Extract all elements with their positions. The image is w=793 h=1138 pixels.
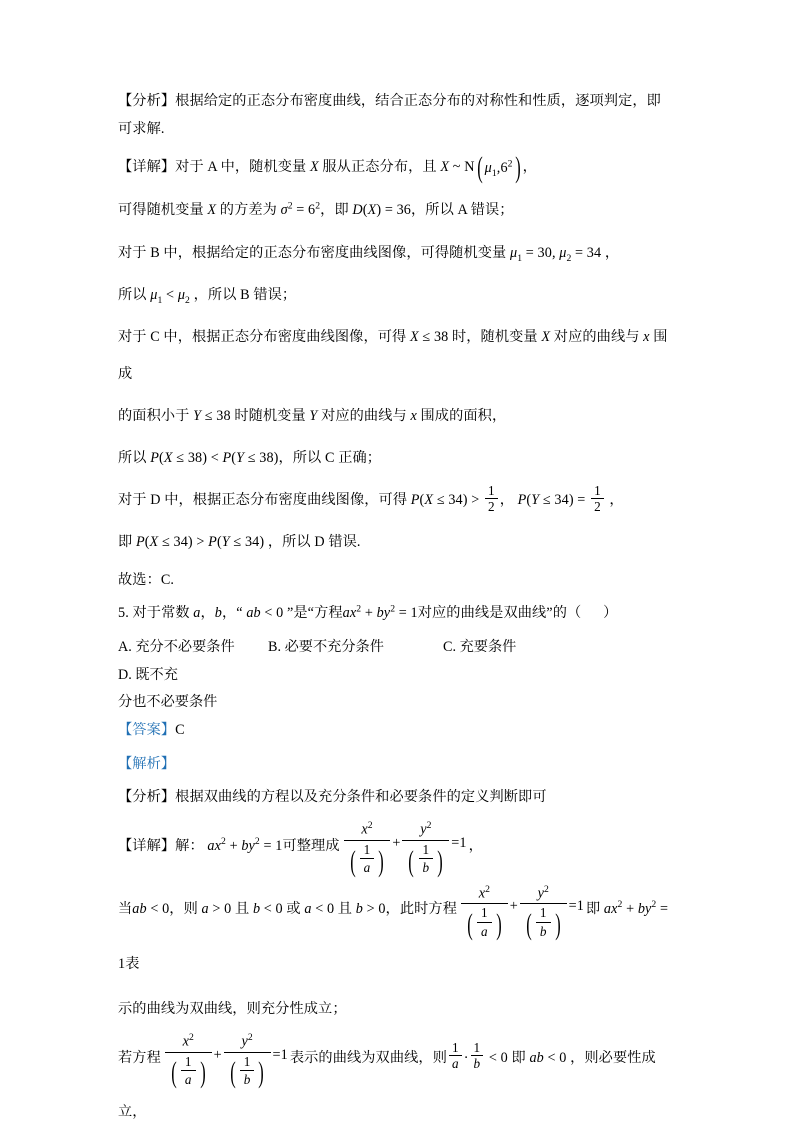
choice-b-tag: B.: [268, 639, 282, 655]
detail2-label: 【详解】: [118, 838, 176, 855]
paragraph-detail-1-line8: 对于 D 中，根据正态分布密度曲线图像，可得 P(X ≤ 34) > $\frac{1}{2}$ ， P(Y ≤ 34) = $\frac{1}{2}$ ，: [118, 482, 624, 515]
choice-d-wrap: 分也不必要条件: [118, 694, 218, 711]
choice-d[interactable]: [118, 662, 238, 690]
paragraph-answer-pick-1: [118, 567, 675, 595]
paragraph-detail-1-line9: 即 P(X ≤ 34) > P(Y ≤ 34) ，所以 D 错误.: [118, 534, 361, 551]
choice-c-text: 充要条件: [459, 639, 517, 655]
choice-d-text: 既不充: [135, 666, 178, 683]
answer-pick-text: 故选：C.: [118, 571, 175, 588]
paragraph-analysis-1: [118, 88, 675, 143]
conic-equation-2: $x^2$ ( $\frac{1}{a}$ ) + $y^2$ ( $\frac{1}{b}$ ) =1: [459, 881, 584, 938]
choice-row-2: [118, 689, 675, 717]
answer-value: C: [175, 722, 185, 739]
choice-list: [118, 634, 675, 717]
choice-b[interactable]: [268, 634, 443, 662]
conic-equation-3: $x^2$ ( $\frac{1}{a}$ ) + $y^2$ ( $\frac{1}{b}$ ) =1: [163, 1030, 288, 1087]
paragraph-analysis-2: [118, 784, 675, 812]
choice-d-tag: D.: [118, 666, 132, 683]
choice-a-tag: A.: [118, 639, 132, 655]
choice-a[interactable]: [118, 634, 268, 662]
analysis-label: 【分析】: [118, 93, 176, 109]
choice-c[interactable]: [443, 634, 588, 662]
answer-line: [118, 717, 675, 745]
detail2-line3: 示的曲线为双曲线，则充分性成立；: [118, 1000, 347, 1017]
paragraph-detail-2-line1: 【详解】解： $ax^2 + by^2 = 1$可整理成 $x^2$ ( $\frac{1}{a}$ ) + $y^2$ ( $\frac{1}{b}$ ) =1 ，: [118, 818, 675, 875]
paragraph-detail-1-line4: 所以 $\mu_1 < \mu_2$ ，所以 B 错误；: [118, 286, 297, 306]
paragraph-detail-1-line6: 的面积小于 Y ≤ 38 时随机变量 Y 对应的曲线与 x 围成的面积，: [118, 407, 507, 424]
explanation-label: 【解析】: [118, 755, 176, 772]
paragraph-detail-2-line4: 若方程 $x^2$ ( $\frac{1}{a}$ ) + $y^2$ ( $\frac{1}{b}$ ) =1 表示的曲线为双曲线，则 $\frac{1}{a}$ · $\frac{1}{b}$ < 0 即 ab < 0 ，则必要性成立，: [118, 1030, 675, 1138]
paragraph-detail-1-line5: 对于 C 中，根据正态分布密度曲线图像，可得 X ≤ 38 时，随机变量 X 对应的曲线与 x 围成: [118, 329, 668, 382]
paragraph-detail-1-line7: 所以 P(X ≤ 38) < P(Y ≤ 38)，所以 C 正确；: [118, 450, 382, 467]
analysis2-label: 【分析】: [118, 789, 176, 806]
analysis2-text: 根据双曲线的方程以及充分条件和必要条件的定义判断即可: [175, 789, 547, 806]
paragraph-detail-1-line2: 可得随机变量 X 的方差为 $\sigma^2 = 6^2$，即 D(X) = 36，所以 A 错误；: [118, 200, 514, 219]
detail-label: 【详解】: [118, 159, 176, 176]
paragraph-detail-1-line1: 【详解】对于 A 中，随机变量 X 服从正态分布，且 X ~ N( $\mu_1,6^2$) ，: [118, 151, 537, 185]
detail2-text1: 可整理成: [282, 838, 340, 855]
choice-row-1: [118, 634, 675, 689]
question-number: 5.: [118, 605, 129, 622]
answer-label: 【答案】: [118, 722, 176, 739]
question-stem: 5. 对于常数 a，b，“ ab < 0 ”是“方程$ax^2 + by^2 = 1$对应的曲线是双曲线”的（ ）: [118, 603, 618, 622]
detail2-lead: 解：: [175, 838, 204, 855]
conic-equation-1: $x^2$ ( $\frac{1}{a}$ ) + $y^2$ ( $\frac{1}{b}$ ) =1: [342, 818, 467, 875]
paragraph-detail-1-line3: 对于 B 中，根据给定的正态分布密度曲线图像，可得随机变量 $\mu_1 = 30$, $\mu_2 = 34$ ，: [118, 244, 620, 264]
analysis-text: 根据给定的正态分布密度曲线，结合正态分布的对称性和性质，逐项判定，即可求解.: [118, 93, 661, 137]
choice-b-text: 必要不充分条件: [284, 639, 384, 655]
paragraph-detail-2-line2: 当ab < 0，则 a > 0 且 b < 0 或 a < 0 且 b > 0，此时方程 $x^2$ ( $\frac{1}{a}$ ) + $y^2$ ( $\frac{1}{b}$ ) =1 即 $ax^2 + by^2 = 1$表: [118, 881, 675, 989]
choice-c-tag: C.: [443, 639, 457, 655]
explanation-label-line: [118, 751, 675, 779]
choice-a-text: 充分不必要条件: [135, 639, 235, 655]
paragraph-detail-2-line3: [118, 996, 675, 1024]
